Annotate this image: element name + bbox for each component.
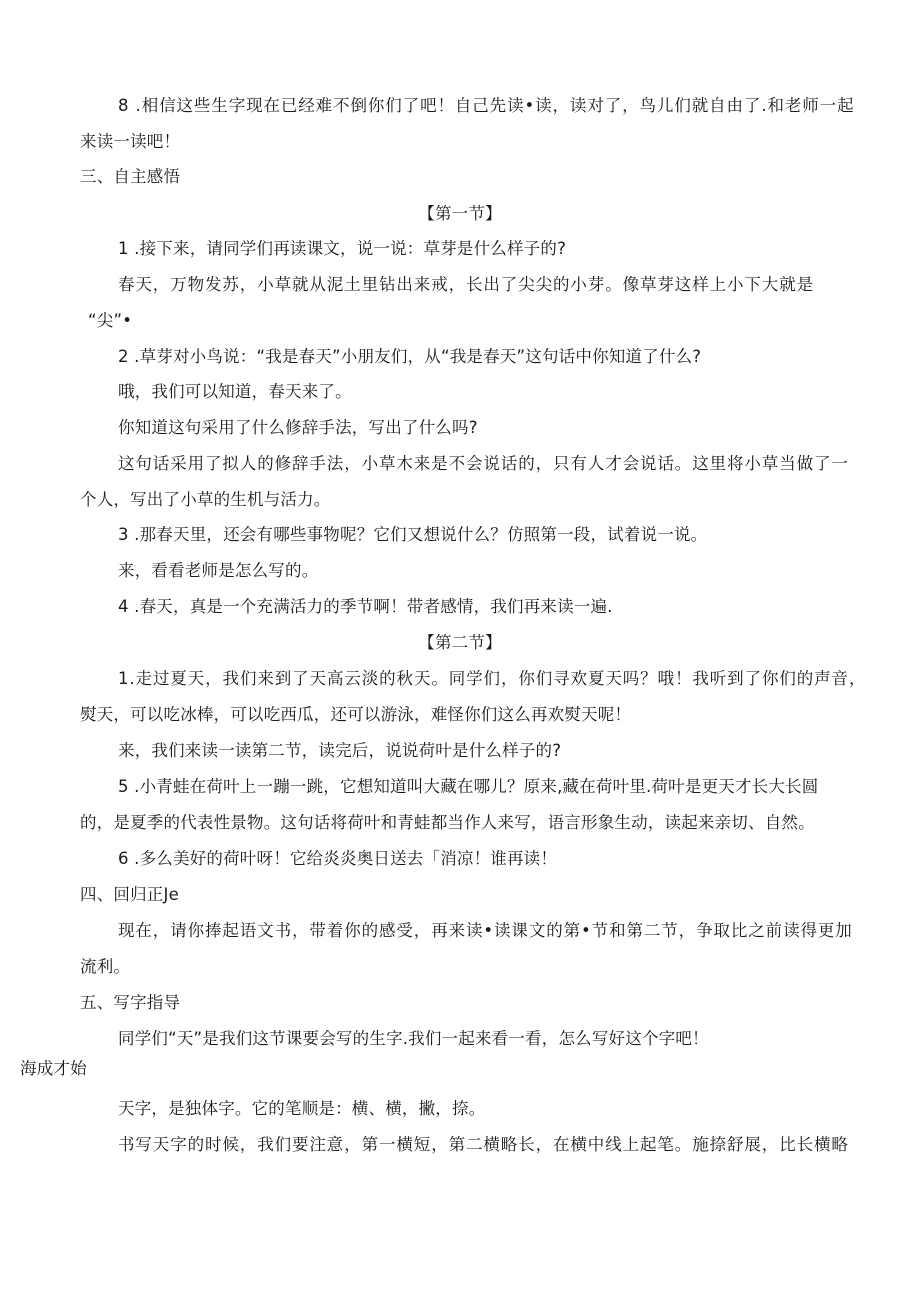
text-line: 流利。 xyxy=(80,957,131,976)
section-heading: 四、回归正Je xyxy=(80,885,179,904)
text-line: 6 .多么美好的荷叶呀！它给炎炎奥日送去「消凉！谁再读！ xyxy=(118,849,558,868)
text-line: 来，我们来读一读第二节，读完后，说说荷叶是什么样子的? xyxy=(118,741,562,760)
text-line: 5 .小青蛙在荷叶上一蹦一跳，它想知道叫大藏在哪儿？原来,藏在荷叶里.荷叶是更天才长大长圆 xyxy=(118,777,819,796)
text-line: 你知道这句采用了什么修辞手法，写出了什么吗? xyxy=(118,418,478,437)
text-line: 现在，请你捧起语文书，带着你的感受，再来读•读课文的第•节和第二节，争取比之前读得更加 xyxy=(118,921,853,940)
text-line: 2 .草芽对小鸟说：“我是春天”小朋友们，从“我是春天”这句话中你知道了什么? xyxy=(118,347,702,366)
text-line: 哦，我们可以知道，春天来了。 xyxy=(118,382,352,401)
text-line: 的，是夏季的代表性景物。这句话将荷叶和青蛙都当作人来写，语言形象生动，读起来亲切、自然。 xyxy=(80,813,815,832)
text-line: 3 .那春天里，还会有哪些事物呢？它们又想说什么？仿照第一段，试着说一说。 xyxy=(118,525,708,544)
text-line: 同学们“天”是我们这节课要会写的生字.我们一起来看一看，怎么写好这个字吧！ xyxy=(118,1029,709,1048)
text-line: 熨天，可以吃冰棒，可以吃西瓜，还可以游泳，难怪你们这么再欢熨天呢！ xyxy=(80,705,632,724)
text-line: “尖”• xyxy=(88,311,133,330)
subsection-title: 【第二节】 xyxy=(418,633,502,652)
text-line: 书写天字的时候，我们要注意，第一横短，第二横略长，在横中线上起笔。施捺舒展，比长横略 xyxy=(118,1135,849,1154)
text-line: 这句话采用了拟人的修辞手法，小草木来是不会说话的，只有人才会说话。这里将小草当做了一 xyxy=(118,454,849,473)
section-heading: 三、自主感悟 xyxy=(80,167,181,186)
text-line: 1.走过夏天，我们来到了天高云淡的秋天。同学们，你们寻欢夏天吗？哦！我听到了你们的声音， xyxy=(118,669,867,688)
text-line: 个人，写出了小草的生机与活力。 xyxy=(80,490,331,509)
section-heading: 五、写字指导 xyxy=(80,993,181,1012)
text-line: 来读一读吧！ xyxy=(80,132,181,151)
margin-note: 海成才始 xyxy=(20,1059,87,1078)
subsection-title: 【第一节】 xyxy=(418,204,502,223)
text-line: 来，看看老师是怎么写的。 xyxy=(118,561,319,580)
text-line: 8 .相信这些生字现在已经难不倒你们了吧！自己先读•读，读对了，鸟儿们就自由了.和老师一起 xyxy=(118,96,855,115)
text-line: 春天，万物发苏，小草就从泥土里钻出来戒，长出了尖尖的小芽。像草芽这样上小下大就是 xyxy=(118,275,814,294)
text-line: 4 .春天，真是一个充满活力的季节啊！带者感情，我们再来读一遍. xyxy=(118,597,613,616)
text-line: 天字，是独体字。它的笔顺是：横、横，撇，捺。 xyxy=(118,1099,486,1118)
text-line: 1 .接下来，请同学们再读课文，说一说：草芽是什么样子的? xyxy=(118,239,567,258)
